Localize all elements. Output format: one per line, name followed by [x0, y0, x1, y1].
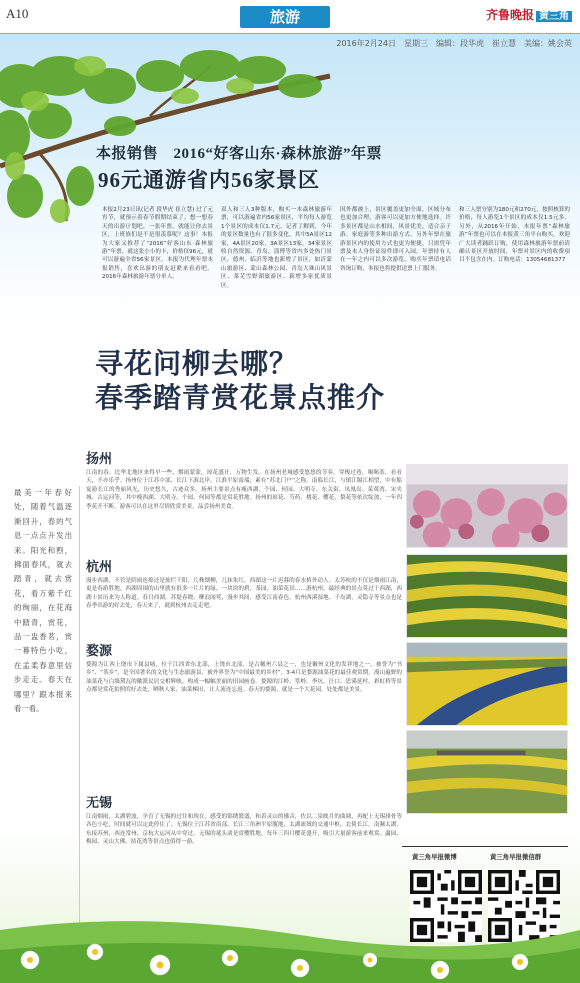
feature-headline-line-2: 春季踏青赏花景点推介 [95, 383, 386, 414]
city-title: 扬州 [86, 451, 113, 466]
dateline: 2016年2月24日 星期三 编辑：段华虎 崔立慧 美编：姚会英 [336, 39, 572, 48]
feature-headline-line-1: 寻花问柳去哪？ [95, 349, 299, 380]
city-section-hangzhou [86, 556, 402, 611]
city-text: 婺源为江西上饶市下属县城，位于江西省东北部，上饶市北部，是古徽州六县之一，也是徽州文化的发祥地之一，被誉为“书乡”、“茶乡”，是全国著名的文化与生态旅游县，被外界誉为“中国最美的乡村”。3-4月是婺源油菜花的最佳观赏期，漫山遍野的油菜花与白墙黛瓦的徽派民居交相辉映，构成一幅幅美丽的田园画卷。婺源的江岭、篁岭、李坑、汪口、思溪延村、彩虹桥等景点都是赏花拍照的好去处，晒秋人家、油菜梯田，让人流连忘返。春天的婺源，就是一个大花园，处处都是美景。 [86, 662, 402, 694]
section-title: 旅游 [240, 6, 330, 28]
photo-river-rapeseed [406, 642, 568, 726]
city-text: 漫步西湖，不管是阴雨连绵还是灿烂千阳，几株烟柳，几抹朱红，西湖这一片迟暮的春水格外动人。太苏杭的不仅是烟雨江南，更是春游胜地，西湖周围的山里就有很多一片片的绿，一块块的碧，茶园，油菜花田……游杭州，最经典的景点莫过于西湖，西湖十景历来为人称道。春日西湖，苏堤春晓、柳浪闻莺，漫步其间，感受江南春色。杭州西溪湿地、千岛湖、灵隐寺等景点也是春季出游的好去处，春天来了，就到杭州去走走吧。 [86, 578, 402, 610]
qr-divider [402, 846, 568, 847]
city-text: 江南烟雨，太湖碧波，孕育了无锡的过往和现在，感受的锦绣繁盛，和着灵山的佛音，佐以二泉映月的曲调，再配上无锡排骨等各色小吃，时间就可以定此停住了。无锡位于江苏省南部，长江三角洲平原腹地，太湖流域的交通中枢，北倚长江，南濒太湖，东接苏州，西连常州，京杭大运河从中穿过。无锡的鼋头渚是赏樱胜地，每年三四月樱花盛开，吸引大量游客前来观赏。蠡园、梅园、灵山大佛、拈花湾等景点也值得一游。 [86, 814, 402, 846]
paper-name: 齐鲁晚报 [485, 8, 534, 22]
city-title: 杭州 [86, 559, 113, 574]
city-section-wuxi [86, 792, 402, 847]
city-section-yangzhou [86, 448, 402, 511]
photo-train-terraces [406, 730, 568, 814]
lead-column-2: 双人和三人3种版本，购买一本森林旅游年票，可以游遍省内56家景区，平均每人游览1个景区的成本仅1.7元。记者了解到，今年的景区数量也有了很多变化，其中5A景区12家，4A景区20家，3A景区13家，34家景区收自然资源、青岛、淄博等省内多处热门景区，德州、临沂等地也新增了景区，如沂蒙山旅游区、蒙山森林公园、青岛大珠山风景区、莱芜雪野湖旅游区、新增多家优质景区。 [221, 207, 332, 289]
qr-caption-weibo: 黄三角早报微博 [412, 853, 457, 861]
lead-headline: 96元通游省内56家景区 [98, 168, 320, 192]
lead-column-1: 本报2月23日讯(记者 段华虎 崔立慧) 过了元宵节，就预示着春节假期结束了。想一想春天的出游计划吧，一张年票，就能让你去景区，上班族们是不是很羡慕呢？这事！本报为大家又推荐了“2016”好客山东·森林旅游”年票，就这张小小的卡，价格仅96元，就可以游遍全省56家景区，本报为代理年票本报销售，喜欢出游的朋友赶紧来看看吧。2016年森林旅游年票分单人、 [102, 207, 213, 281]
lead-kicker: 本报销售 2016“好客山东·森林旅游”年票 [96, 146, 383, 162]
masthead-logo [484, 6, 572, 23]
qr-code-weibo [410, 870, 482, 942]
photo-peach-blossom [406, 464, 568, 548]
lead-column-3: 因外都被上，景区覆盖更加全面，区域分布也更加合理，游客可以更加方便地选择。许多景区都是山水相间，风景优美，适合亲子游、家庭游等多种出游方式。另外年票在旅游景区内的使用方式也更为便捷，只需凭年票及本人身份证原件即可入园。年票持有人在一年之内可以多次游览。购买年票请电话咨询订购，本报也将提供送票上门服务。 [340, 207, 451, 272]
lead-column-4: 和三人票分别为180元和270元，按照核算的价格，每人游览1个景区的成本仅1.5元多。另外，从2016年开始，本报年票“森林旅游”年票也可以在本报黄三角平台购买，欢迎广大读者踊跃订购，使用森林旅游年票前请确认景区开放时间，年票对景区内的收费项目不包含在内。订购电话：13054681377 [459, 207, 570, 264]
photo-terraced-fields [406, 554, 568, 638]
feature-headline [95, 348, 385, 416]
lead-article-columns [102, 206, 570, 306]
page-header [0, 0, 580, 34]
city-section-wuyuan [86, 640, 402, 695]
city-text: 江南的春，比华北地区来得早一些，烟雨蒙蒙，琼花盛开，万物生发。在扬州老城感受悠悠的节奏，穿梭过巷，喝喝茶，看看天，不亦乐乎。扬州位于江苏中部，长江下游北岸，江淮平原南端，素有“苏北门户”之称，南临长江，与镇江隔江相望，中有船宴游长江的秀丽风光，历史悠久，古迹众多。扬州主要景点有瘦西湖、个园、何园、大明寺、东关街、凤凰岛、茱萸湾、宋夹城、古运河等，其中瘦西湖、大明寺、个园、何园等都是赏花胜地。扬州的琼花、芍药、桃花、樱花、梨花等依次绽放，一年四季花开不断，游客可以在这里尽情欣赏美景，品尝扬州美食。 [86, 470, 402, 510]
paper-badge: 黄三角 [536, 11, 572, 22]
page-number: A10 [6, 6, 29, 21]
city-title: 无锡 [86, 795, 113, 810]
qr-caption-wechat: 黄三角早报微信群 [490, 853, 542, 861]
feature-intro: 最美一年春好处，随着气温逐渐回升，春的气息一点点升发出来。阳光和煦，拂面春风，就去踏青，就去赏花，看万紫千红的绚丽，在花海中踏青，赏花，品一盅香茗，赏一幕特色小吃，在孟柔春意里信步走走。春天在哪里？跟本报来看一看。 [14, 486, 72, 717]
city-title: 婺源 [86, 643, 113, 658]
qr-code-wechat [488, 870, 560, 942]
